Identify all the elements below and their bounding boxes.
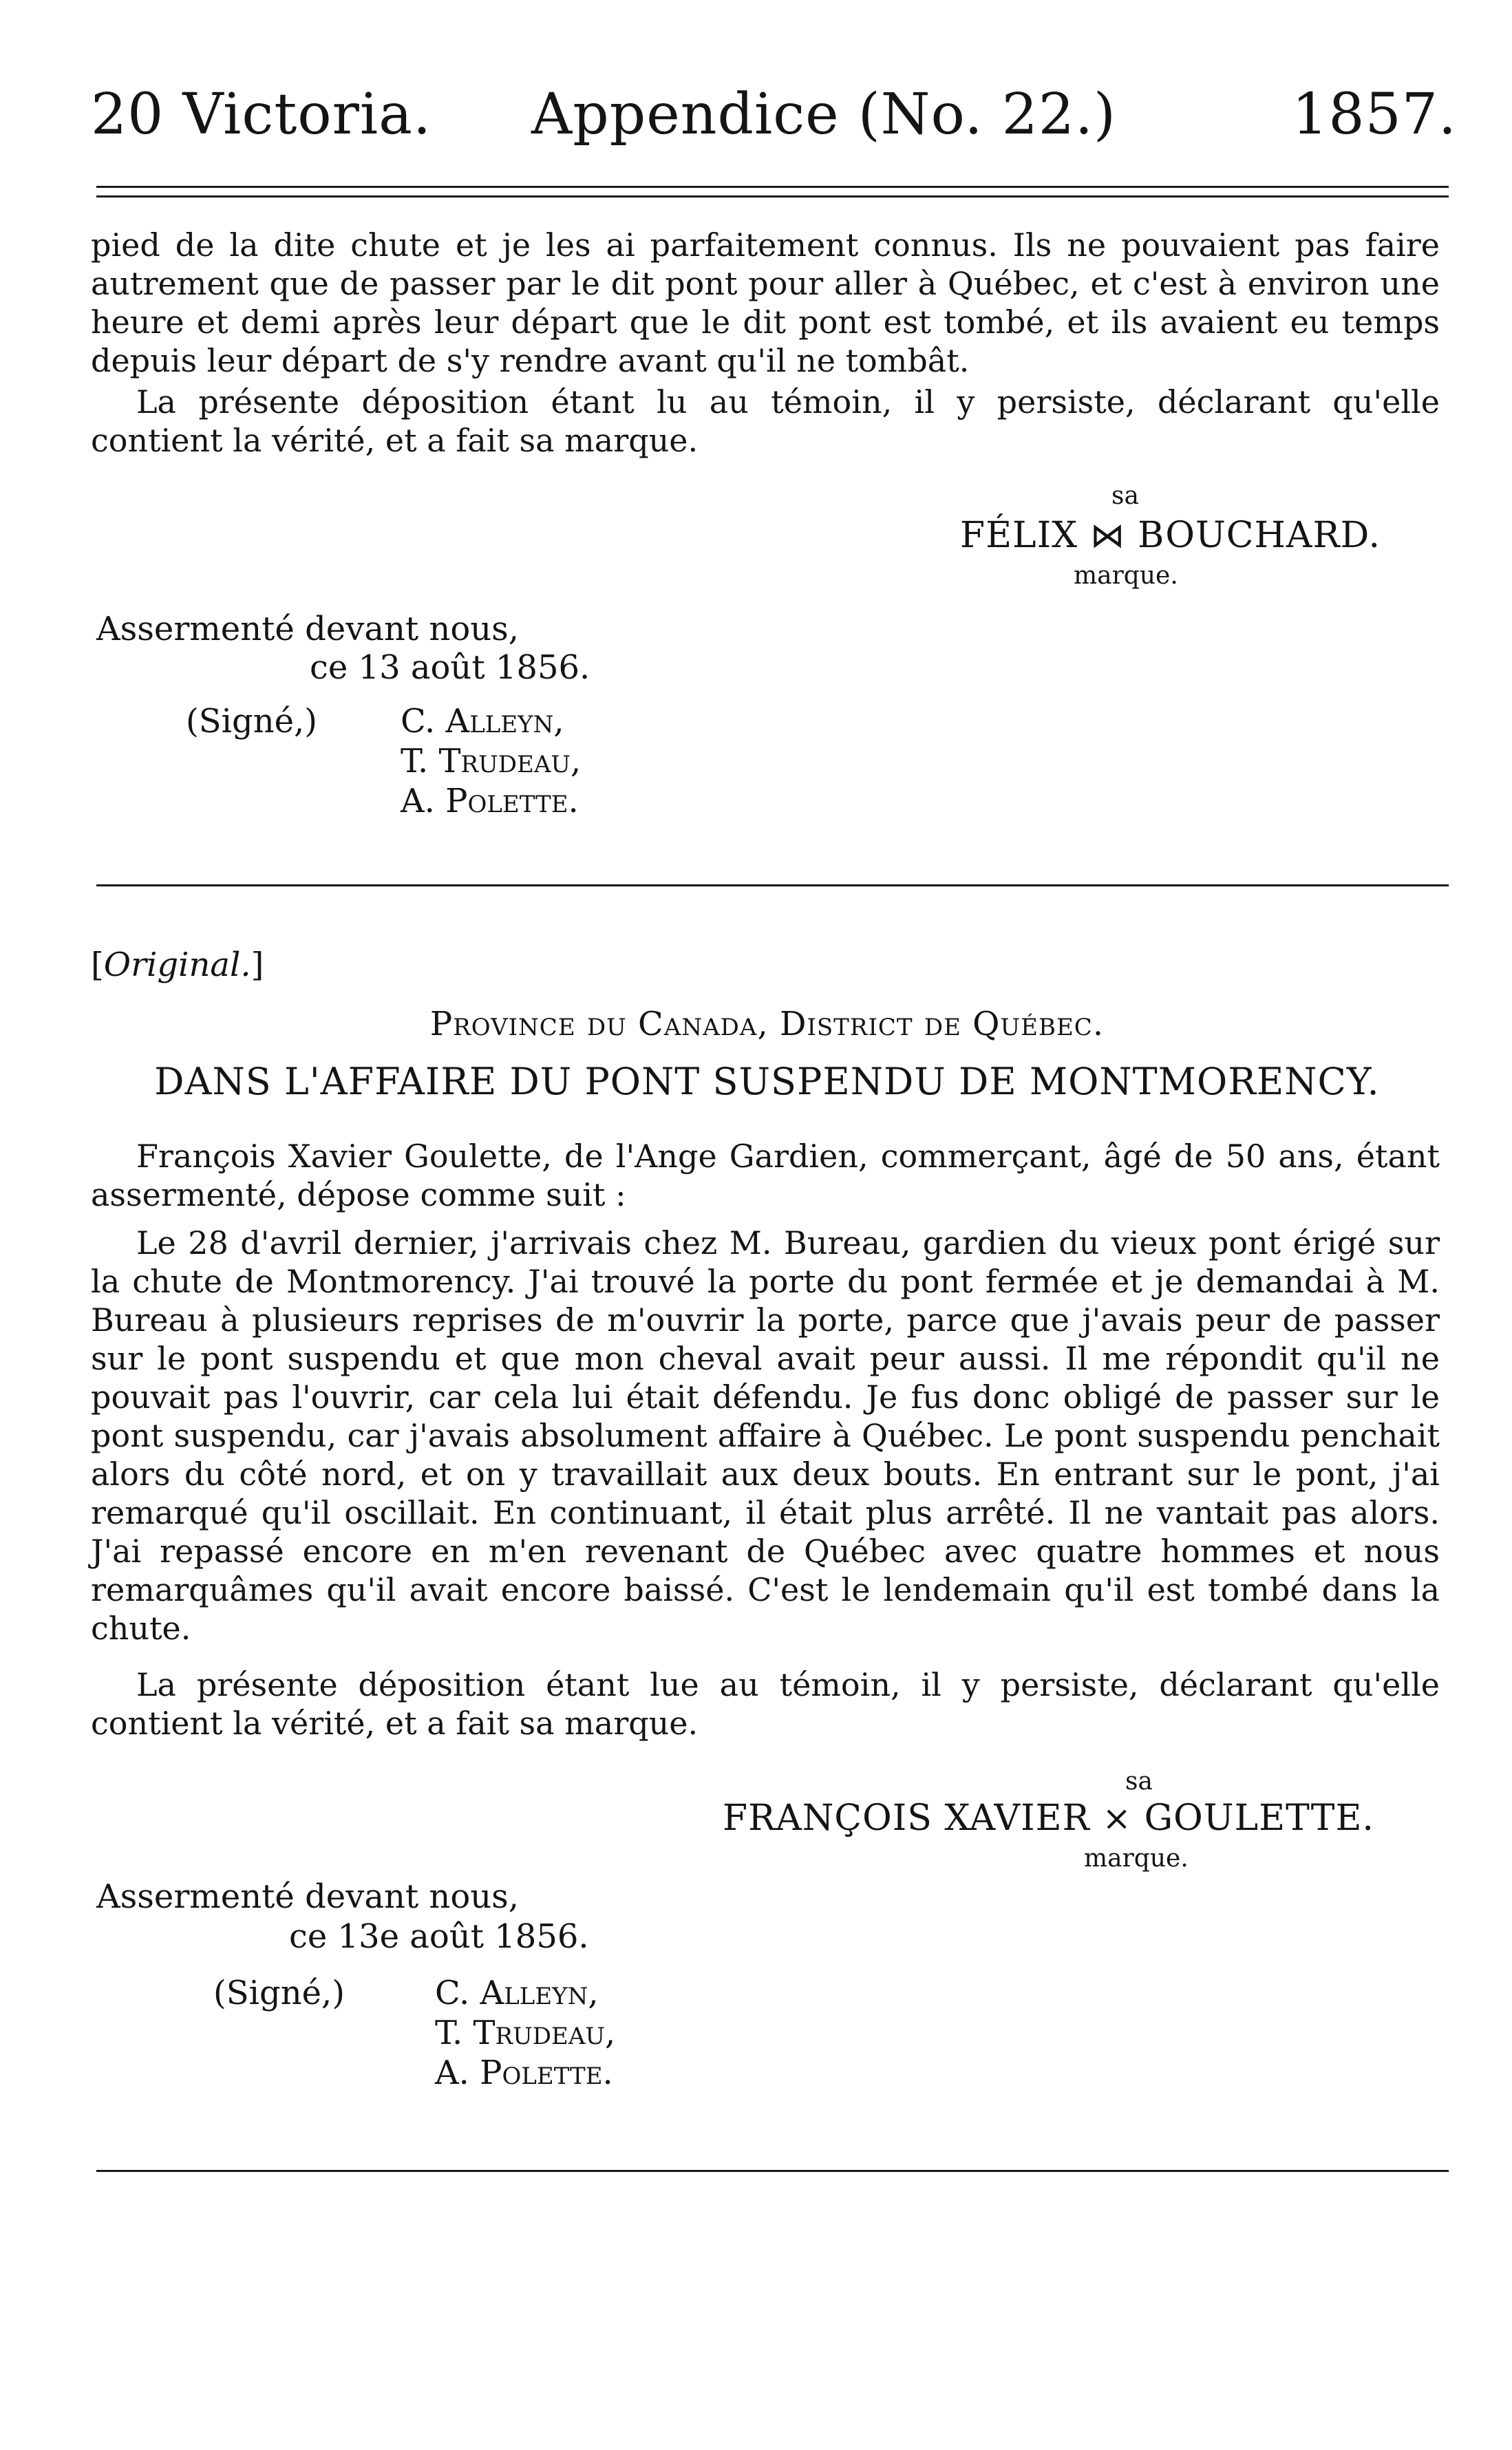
signed1-label: (Signé,): [186, 702, 317, 741]
signature2-name: [723, 1798, 1374, 1839]
header-rule-top: [96, 186, 1449, 188]
deposition1-paragraph-2: La présente déposition étant lu au témoin, il y persiste, déclarant qu'elle contient la vérité, et a fait sa marque.: [91, 383, 1440, 459]
header-rule-bottom: [96, 195, 1449, 198]
signature1-first-name: FÉLIX: [960, 515, 1078, 556]
signed2-label: (Signé,): [213, 1974, 345, 2012]
running-header: [91, 77, 1457, 153]
footer-rule: [96, 2170, 1449, 2172]
signature2-marque: marque.: [1084, 1844, 1189, 1873]
commissioner1-2: T. Trudeau,: [401, 742, 582, 780]
province-heading: Province du Canada, District de Québec.: [429, 1005, 1105, 1043]
deposition2-paragraph-2: Le 28 d'avril dernier, j'arrivais chez M. Bureau, gardien du vieux pont érigé sur la chute de Montmorency. J'ai trouvé la porte du pont fermée et je demandai à M. Bureau à plusieurs reprises de m'ouvrir la porte, parce que j'avais peur de passer sur le pont suspendu et que mon cheval avait peur aussi. Il me répondit qu'il ne pouvait pas l'ouvrir, car cela lui était défendu. Je fus donc obligé de passer sur le pont suspendu, car j'avais absolument affaire à Québec. Le pont suspendu penchait alors du côté nord, et on y travaillait aux deux bouts. En entrant sur le pont, j'ai remarqué qu'il oscillait. En continuant, il était plus arrêté. Il ne vantait pas alors. J'ai repassé encore en m'en revenant de Québec avec quatre hommes et nous remarquâmes qu'il avait encore baissé. C'est le lendemain qu'il est tombé dans la chute.: [91, 1224, 1440, 1647]
commissioner2-2: T. Trudeau,: [435, 2014, 616, 2052]
original-label: [Original.]: [91, 946, 264, 984]
signature1-name: [960, 515, 1381, 556]
header-year: 1857.: [1292, 82, 1457, 147]
sworn2-line1: Assermenté devant nous,: [96, 1877, 520, 1916]
commissioner2-1: C. Alleyn,: [435, 1974, 599, 2012]
signature1-last-name: BOUCHARD.: [1138, 515, 1381, 556]
header-appendix: Appendice (No. 22.): [531, 82, 1116, 147]
signature2-last-name: GOULETTE.: [1144, 1798, 1374, 1839]
signature2-sa: sa: [1125, 1767, 1153, 1796]
section-divider: [96, 884, 1449, 886]
sworn1-line1: Assermenté devant nous,: [96, 610, 520, 648]
signature2-mark-icon: ×: [1102, 1798, 1132, 1838]
deposition2-paragraph-3: La présente déposition étant lue au témoin, il y persiste, déclarant qu'elle contient la vérité, et a fait sa marque.: [91, 1666, 1440, 1742]
original-word: Original.: [103, 946, 251, 984]
commissioner1-1: C. Alleyn,: [401, 702, 564, 741]
deposition2-paragraph-1: François Xavier Goulette, de l'Ange Gardien, commerçant, âgé de 50 ans, étant assermenté, dépose comme suit :: [91, 1138, 1440, 1213]
sworn1-line2: ce 13 août 1856.: [310, 648, 590, 687]
deposition1-paragraph-1: pied de la dite chute et je les ai parfaitement connus. Ils ne pouvaient pas faire autrement que de passer par le dit pont pour aller à Québec, et c'est à environ une heure et demi après leur départ que le dit pont est tombé, et ils avaient eu temps depuis leur départ de s'y rendre avant qu'il ne tombât.: [91, 226, 1440, 379]
header-volume: 20 Victoria.: [91, 82, 432, 147]
signature1-marque: marque.: [1074, 562, 1178, 590]
sworn2-line2: ce 13e août 1856.: [289, 1917, 589, 1956]
case-title: DANS L'AFFAIRE DU PONT SUSPENDU DE MONTMORENCY.: [154, 1060, 1380, 1103]
commissioner1-3: A. Polette.: [401, 782, 579, 820]
signature2-first-name: FRANÇOIS XAVIER: [723, 1798, 1090, 1839]
commissioner2-3: A. Polette.: [435, 2054, 613, 2092]
signature1-sa: sa: [1111, 482, 1139, 510]
signature1-mark-icon: ⋈: [1090, 515, 1126, 555]
